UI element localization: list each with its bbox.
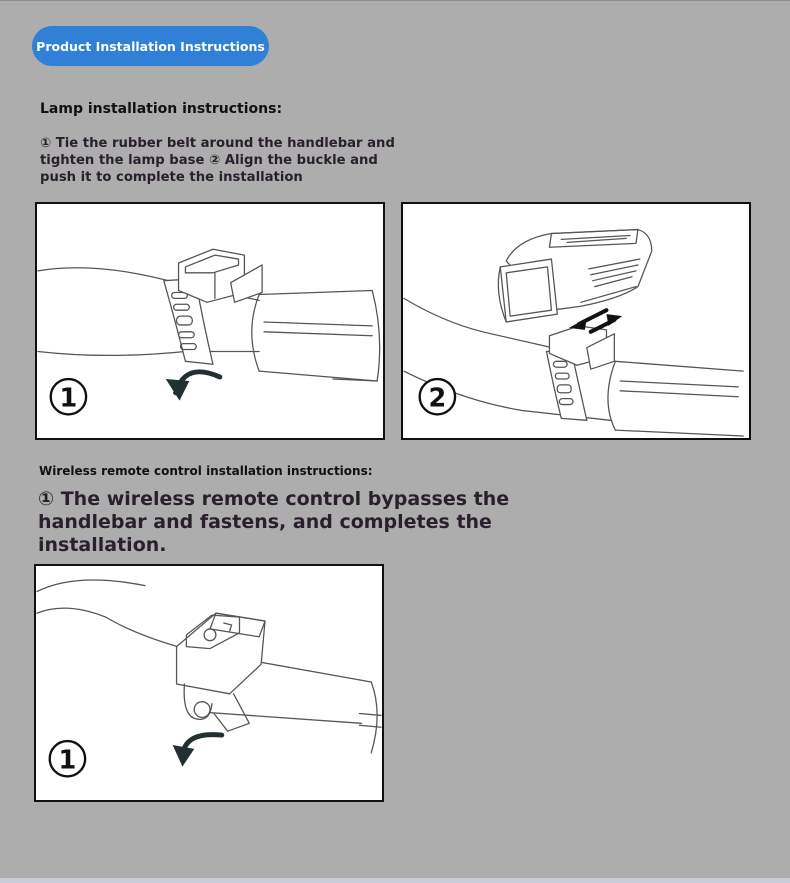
step-number-1: 1 xyxy=(59,383,78,414)
bottom-divider xyxy=(0,878,790,883)
product-installation-banner xyxy=(32,26,269,66)
remote-step-1-illustration xyxy=(34,564,384,802)
banner-label: Product Installation Instructions xyxy=(36,38,265,54)
remote-heading: Wireless remote control installation instructions: xyxy=(39,464,373,478)
step-badge-2 xyxy=(403,204,749,438)
lamp-steps-text: ① Tie the rubber belt around the handlebar and tighten the lamp base ② Align the buckle and push it to complete the installation xyxy=(40,136,395,185)
step-number-2: 2 xyxy=(428,383,447,414)
lamp-step-1-illustration xyxy=(35,202,385,440)
step-number-3: 1 xyxy=(58,745,77,776)
top-divider xyxy=(0,0,790,1)
remote-step-text: ① The wireless remote control bypasses the handlebar and fastens, and completes the installation. xyxy=(38,488,510,556)
step-badge-1 xyxy=(37,204,383,438)
lamp-heading: Lamp installation instructions: xyxy=(40,101,283,117)
lamp-step-2-illustration xyxy=(401,202,751,440)
step-badge-3 xyxy=(36,566,382,800)
